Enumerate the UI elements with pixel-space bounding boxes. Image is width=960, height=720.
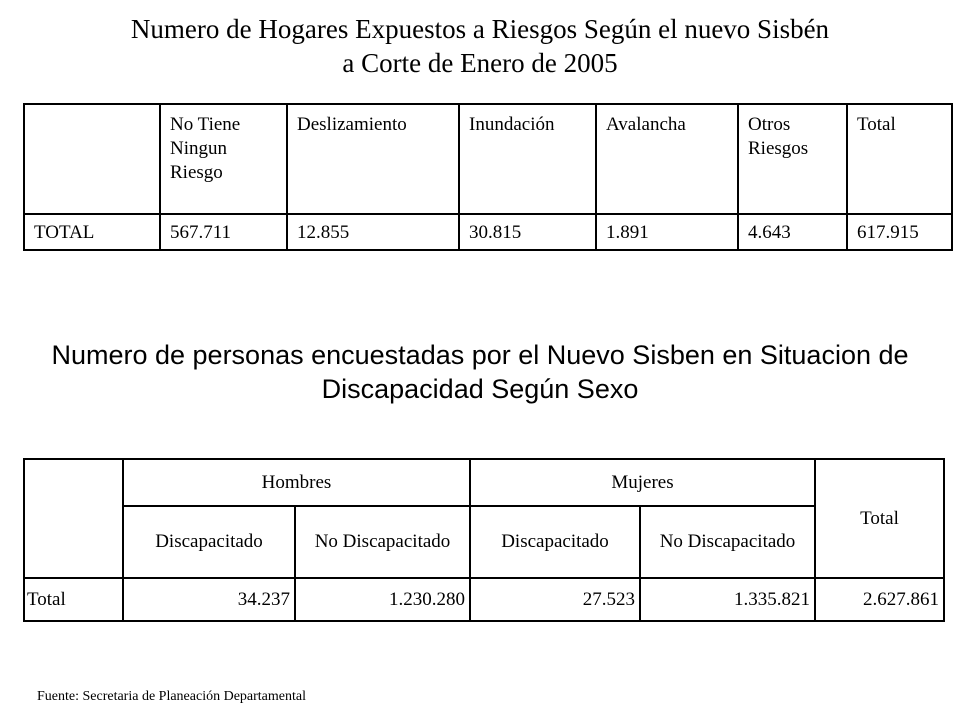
- source-note: Fuente: Secretaria de Planeación Departamental: [37, 689, 306, 704]
- table2-cell-label: Total: [24, 578, 123, 621]
- table2-group-header-row: [24, 459, 944, 506]
- table2-header-no-discapacitado-m: No Discapacitado: [640, 506, 815, 578]
- table1-header-total: Total: [847, 104, 952, 214]
- table2-data-row: [24, 578, 944, 621]
- title2-line2: Discapacidad Según Sexo: [321, 374, 639, 404]
- table2-header-no-discapacitado-h: No Discapacitado: [295, 506, 470, 578]
- table1-cell-otros-riesgos: 4.643: [738, 214, 847, 250]
- title-discapacidad: [0, 338, 960, 406]
- table2-cell-no-discapacitado-h: 1.230.280: [295, 578, 470, 621]
- table1-cell-deslizamiento: 12.855: [287, 214, 459, 250]
- table1-header-avalancha: Avalancha: [596, 104, 738, 214]
- table1-cell-total: 617.915: [847, 214, 952, 250]
- table2-header-mujeres: Mujeres: [470, 459, 815, 506]
- table1-data-row: [24, 214, 952, 250]
- table2-header-discapacitado-h: Discapacitado: [123, 506, 295, 578]
- table1-header-deslizamiento: Deslizamiento: [287, 104, 459, 214]
- table2-cell-total: 2.627.861: [815, 578, 944, 621]
- table2-header-hombres: Hombres: [123, 459, 470, 506]
- table2-cell-discapacitado-h: 34.237: [123, 578, 295, 621]
- table2-cell-no-discapacitado-m: 1.335.821: [640, 578, 815, 621]
- title1-line1: Numero de Hogares Expuestos a Riesgos Según el nuevo Sisbén: [130, 14, 830, 44]
- title2-line1: Numero de personas encuestadas por el Nuevo Sisben en Situacion de: [51, 340, 909, 370]
- table1-header-no-riesgo: No Tiene Ningun Riesgo: [160, 104, 287, 214]
- table1-header-otros-riesgos: Otros Riesgos: [738, 104, 847, 214]
- table1-header-row: [24, 104, 952, 214]
- table2-sub-header-row: [24, 506, 944, 578]
- table2-header-discapacitado-m: Discapacitado: [470, 506, 640, 578]
- table1-header-inundacion: Inundación: [459, 104, 596, 214]
- table2-cell-discapacitado-m: 27.523: [470, 578, 640, 621]
- table-discapacidad: [23, 458, 945, 622]
- table1-cell-inundacion: 30.815: [459, 214, 596, 250]
- table2-header-empty: [24, 459, 123, 578]
- table2-header-total: Total: [815, 459, 944, 578]
- title1-line2: a Corte de Enero de 2005: [342, 48, 618, 78]
- title-hogares-riesgos: [0, 12, 960, 80]
- table1-cell-avalancha: 1.891: [596, 214, 738, 250]
- table-hogares-riesgos: [23, 103, 953, 251]
- table1-header-empty: [24, 104, 160, 214]
- table1-cell-label: TOTAL: [24, 214, 160, 250]
- table1-cell-no-riesgo: 567.711: [160, 214, 287, 250]
